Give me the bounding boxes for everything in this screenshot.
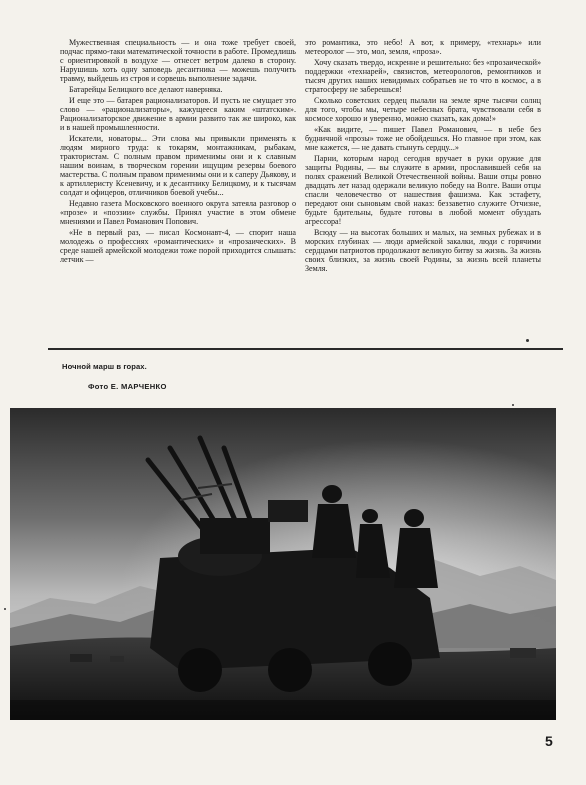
photo-caption: Ночной марш в горах. [62, 362, 147, 371]
paragraph: это романтика, это небо! А вот, к примеру, «технарь» или метеоролог — это, мол, земля, «проза». [305, 38, 541, 57]
paragraph: И еще это — батарея рационализаторов. И пусть не смущает это слово — «рационализаторы», кажущееся каким «штатским». Рационализаторское движение в армии развито так же широко, как и в нашей промышленности. [60, 95, 296, 133]
photo-night-march [10, 408, 556, 720]
paragraph: «Не в первый раз, — писал Космонавт-4, — спорит наша молодежь о профессиях «романтических» и «прозаических». В среде нашей армейской молодежи тоже порой приходится слышать: летчик — [60, 227, 296, 265]
paragraph: Всюду — на высотах больших и малых, на земных рубежах и в морских глубинах — люди армейской закалки, люди с горячими сердцами патриотов продолжают великую битву за жизнь. За жизнь своих близких, за жизнь своей Родины, за жизнь всей планеты Земля. [305, 227, 541, 274]
paragraph: «Как видите, — пишет Павел Романович, — в небе без будничной «прозы» тоже не обойдешься. Но главное при этом, как мне кажется, — не давать стынуть сердцу...» [305, 124, 541, 152]
paragraph: Сколько советских сердец пылали на земле ярче тысячи солнц для того, чтобы мы, четыре небесных брата, чувствовали себя в космосе хорошо и уверенно, можно сказать, как дома!» [305, 95, 541, 123]
section-divider [48, 348, 563, 350]
paragraph: Батарейцы Белицкого все делают наверняка. [69, 85, 223, 95]
print-speck [512, 404, 514, 406]
article-column-left [60, 38, 296, 266]
print-speck [526, 339, 529, 342]
print-speck [4, 608, 6, 610]
paragraph: Искатели, новаторы... Эти слова мы привыкли применять к людям мирного труда: к токарям, монтажникам, рыбакам, трактористам. С полным правом применимы они и к славным нашим воинам, в творческом горении ищущим резервы боевого мастерства. С полным правом применимы они и к саперу Дьякову, и к артиллеристу Ксеневичу, и к десантнику Белицкому, и к тысячам солдат и офицеров, отличников боевой учебы... [60, 133, 296, 198]
paragraph: Недавно газета Московского военного округа затеяла разговор о «прозе» и «поэзии» службы. Принял участие в этом обмене мнениями и Павел Романович Попович. [60, 198, 296, 227]
page-number: 5 [545, 733, 553, 749]
paragraph: Мужественная специальность — и она тоже требует своей, подчас прямо-таки математической точности в работе. Промедлишь с ориентировкой в воздухе — отнесет ветром далеко в сторону. Нарушишь хоть одну заповедь десантника — можешь получить травму, выйдешь из строя и сорвешь выполнение задачи. [60, 38, 296, 84]
paragraph: Хочу сказать твердо, искренне и решительно: без «прозаической» поддержки «технарей», связистов, метеорологов, ремонтников и тысяч других наших невидимых собратьев не то что в космос, а в стратосферу не заберешься! [305, 57, 541, 95]
photo-credit: Фото Е. МАРЧЕНКО [88, 382, 167, 391]
article-column-right [305, 38, 541, 275]
paragraph: Парни, которым народ сегодня вручает в руки оружие для защиты Родины, — вы служите в армии, прославившей себя на полях сражений Великой Отечественной войны. Ваши отцы ровно двадцать лет назад одержали великую победу на Волге. Ваши отцы спасли человечество от нашествия фашизма. Как эстафету, передают они сыновьям свой наказ: беззаветно служите Отчизне, будьте бдительны, будьте готовы в любой момент обуздать агрессора! [305, 153, 541, 227]
